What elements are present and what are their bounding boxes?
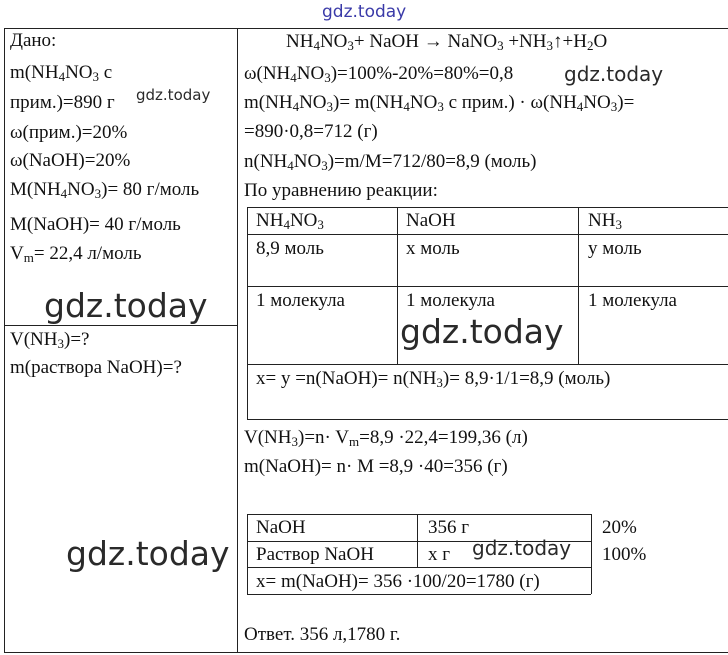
watermark-bottom-mid: gdz.today: [472, 536, 572, 560]
pt-line-bottom: [247, 419, 728, 420]
frame-left: [4, 28, 5, 652]
st-line-top: [247, 514, 591, 515]
reaction-equation: $NH_4NO_3+$ NaOH → NaNO$_3$ $+NH_3↑+H_2O$: [286, 31, 608, 53]
pt-line-top: [247, 207, 728, 208]
answer-line: Ответ. 356 л,1780 г.: [244, 624, 401, 645]
given-line-7: $V_m= 22,4$ л/моль: [10, 243, 142, 265]
find-line-2: m(раствора NaOH)=?: [10, 357, 182, 378]
pt-line-2: [247, 286, 728, 287]
pt-r1-c3: у моль: [588, 238, 642, 259]
pt-r2-c3: 1 молекула: [588, 290, 677, 311]
given-line-2: прим.)=890 г: [10, 92, 115, 113]
watermark-bottom-left-big: gdz.today: [66, 534, 230, 573]
find-line-1: $V(NH_3)=$?: [10, 329, 90, 351]
pt-header-nh4no3: $NH_4NO_3$: [256, 210, 324, 232]
moles-line: $n(NH_4NO_3)=m/M=712/80=8,9$ (моль): [244, 151, 537, 173]
pt-r2-c2: 1 молекула: [406, 290, 495, 311]
watermark-small: gdz.today: [136, 86, 211, 104]
st-r1-c2: 356 г: [428, 517, 470, 538]
given-line-4: ω(NaOH)=20%: [10, 150, 131, 171]
given-line-3: ω(прим.)=20%: [10, 122, 128, 143]
pt-col-1: [397, 207, 398, 364]
volume-line: $V(NH_3)=n\cdot V_m=8,9 \cdot 22,4=199,36$ (л): [244, 427, 528, 449]
given-line-6: M(NaOH)= 40 г/моль: [10, 214, 181, 235]
st-r2-c1: Раствор NaOH: [256, 544, 374, 565]
st-r1-c1: NaOH: [256, 517, 306, 538]
st-r2-c3: 100%: [602, 544, 647, 565]
pt-r1-c2: х моль: [406, 238, 460, 259]
frame-top: [4, 28, 728, 29]
given-find-divider: [4, 325, 237, 326]
st-line-bottom: [247, 594, 591, 595]
naoh-mass-line: m(NaOH)= n· M =8,9 ·40=356 (г): [244, 456, 508, 477]
mass-line-2: =890·0,8=712 (г): [244, 121, 378, 142]
pt-r2-c1: 1 молекула: [256, 290, 345, 311]
watermark-top: gdz.today: [322, 2, 407, 22]
st-line-2: [247, 567, 591, 568]
st-r1-c3: 20%: [602, 517, 637, 538]
pt-header-nh3: $NH_3$: [588, 210, 622, 232]
frame-divider: [237, 28, 238, 652]
given-title: Дано:: [10, 30, 57, 51]
st-col-left: [247, 514, 248, 594]
st-col-1: [417, 514, 418, 567]
pt-col-2: [578, 207, 579, 364]
pt-line-1: [247, 234, 728, 235]
omega-line: $\omega(NH_4NO_3)=100\%-20\%=80\%=0,8$: [244, 63, 514, 85]
pt-line-3: [247, 364, 728, 365]
watermark-mid-big: gdz.today: [400, 312, 564, 351]
watermark-right-1: gdz.today: [564, 62, 664, 86]
given-line-1: $m(NH_4NO_3$ с: [10, 62, 113, 84]
frame-bottom: [4, 652, 728, 653]
by-equation-label: По уравнению реакции:: [244, 180, 438, 201]
st-r3: х= m(NaOH)= 356 ·100/20=1780 (г): [256, 571, 540, 592]
given-line-5: $M(NH_4NO_3)= 80$ г/моль: [10, 179, 200, 201]
pt-header-naoh: NaOH: [406, 210, 456, 231]
pt-col-left: [247, 207, 248, 419]
st-r2-c2: х г: [428, 544, 451, 565]
watermark-left-big: gdz.today: [44, 286, 208, 325]
pt-r3: х= у =n(NaOH)= $n(NH_3)= 8,9\cdot 1/1=8,9$ (моль): [256, 368, 611, 390]
st-col-right: [591, 514, 592, 594]
mass-line: $m(NH_4NO_3)= m(NH_4NO_3$ с прим.) · $\omega(NH_4NO_3)=$: [244, 92, 635, 114]
pt-r1-c1: 8,9 моль: [256, 238, 324, 259]
